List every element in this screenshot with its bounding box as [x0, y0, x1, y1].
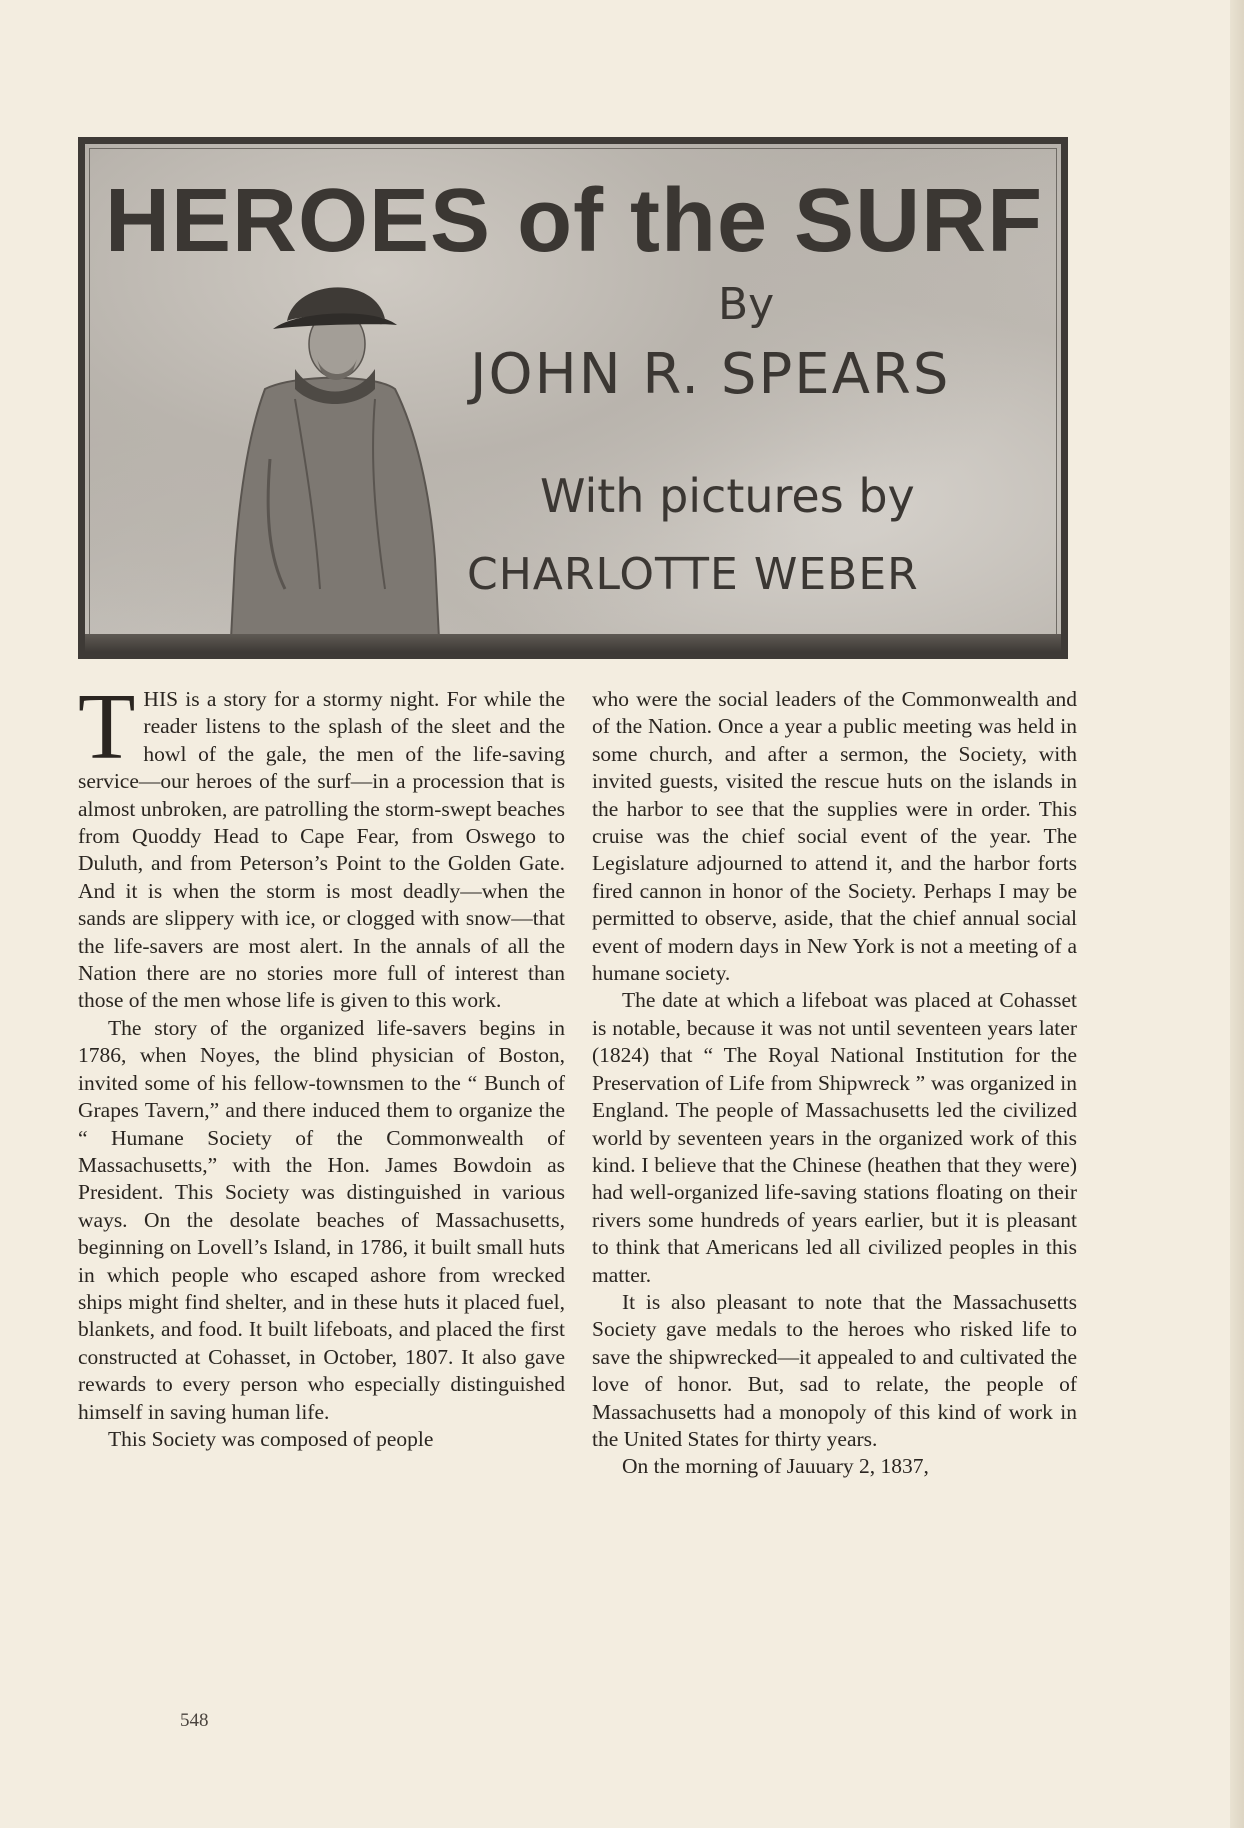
author-name: JOHN R. SPEARS [470, 342, 951, 407]
article-paragraph: The story of the organized life-savers begins in 1786, when Noyes, the blind physician of Boston, invited some of his fellow-townsmen to the “ Bunch of Grapes Tavern,” and there induced them to organize the “ Humane Society of the Commonwealth of Massachusetts,” with the Hon. James Bowdoin as President. This Society was distinguished in various ways. On the desolate beaches of Massachusetts, beginning on Lovell’s Island, in 1786, it built small huts in which people who escaped ashore from wrecked ships might find shelter, and in these huts it placed fuel, blankets, and food. It built lifeboats, and placed the first constructed at Cohasset, in October, 1807. It also gave rewards to every person who especially distinguished himself in saving human life. [78, 1015, 565, 1424]
byline-by: By [718, 279, 775, 330]
article-paragraph: The date at which a lifeboat was placed at Cohasset is notable, because it was not until seventeen years later (1824) that “ The Royal National Institution for the Preservation of Life from Shipwreck ” was organized in England. The people of Massachusetts led the civilized world by seventeen years in the organized work of this kind. I believe that the Chinese (heathen that they were) had well-organized life-saving stations floating on their rivers some hundreds of years earlier, but it is pleasant to think that Americans led all civilized peoples in this matter. [592, 988, 1077, 1287]
article-paragraph [78, 675, 565, 1015]
drop-cap: T [78, 675, 136, 779]
article-title: HEROES of the SURF [105, 171, 1044, 271]
article-column-right [592, 686, 1077, 1481]
page-number: 548 [180, 1710, 209, 1731]
illustration-bottom-band [85, 634, 1061, 652]
title-illustration [78, 137, 1068, 659]
article-paragraph: It is also pleasant to note that the Massachusetts Society gave medals to the heroes who risked life to save the shipwrecked—it appealed to and cultivated the love of honor. But, sad to relate, the people of Massachusetts had a monopoly of this kind of work in the United States for thirty years. [592, 1289, 1077, 1451]
article-paragraph: This Society was composed of people [108, 1426, 434, 1451]
article-column-left [78, 675, 565, 1453]
pictures-credit-label: With pictures by [540, 469, 915, 523]
article-paragraph: who were the social leaders of the Commonwealth and of the Nation. Once a year a public meeting was held in some church, and after a sermon, the Society, with invited guests, visited the rescue huts on the islands in the harbor to see that the supplies were in order. This cruise was the chief social event of the year. The Legislature adjourned to attend it, and the harbor forts fired cannon in honor of the Society. Perhaps I may be permitted to observe, aside, that the chief annual social event of modern days in New York is not a meeting of a humane society. [592, 687, 1077, 986]
artist-name: CHARLOTTE WEBER [467, 549, 919, 600]
lifesaver-figure-illustration [225, 259, 455, 659]
page-edge [1230, 0, 1244, 1828]
article-paragraph-text: HIS is a story for a stormy night. For while the reader listens to the splash of the sleet and the howl of the gale, the men of the life-saving service—our heroes of the surf—in a procession that is almost unbroken, are patrolling the storm-swept beaches from Quoddy Head to Cape Fear, from Oswego to Duluth, and from Peterson’s Point to the Golden Gate. And it is when the storm is most deadly—when the sands are slippery with ice, or clogged with snow—that the life-savers are most alert. In the annals of all the Nation there are no stories more full of interest than those of the men whose life is given to this work. [78, 687, 565, 1013]
article-paragraph: On the morning of Jauuary 2, 1837, [622, 1454, 929, 1479]
